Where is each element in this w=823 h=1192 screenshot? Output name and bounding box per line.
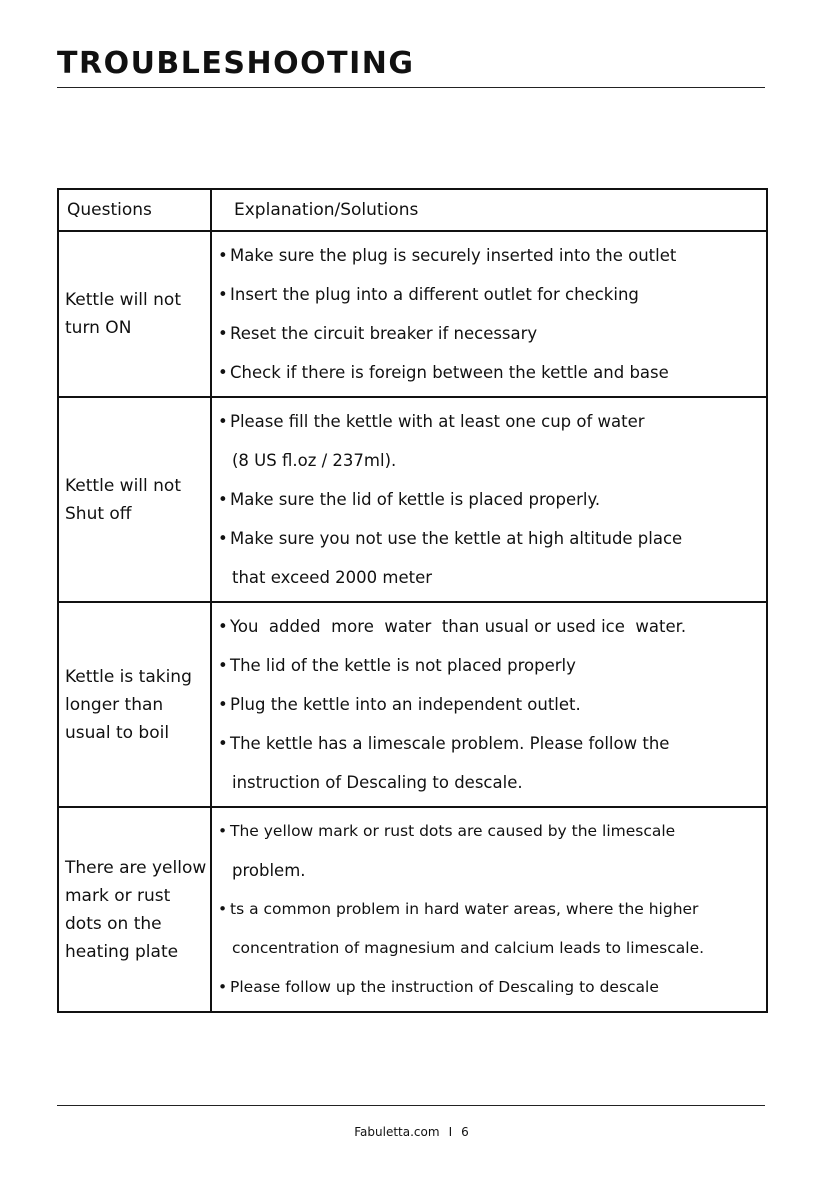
table-header-row [58, 189, 767, 231]
solutions-header: Explanation/Solutions [211, 189, 767, 231]
solution-line-continued: concentration of magnesium and calcium leads to limescale. [232, 939, 705, 957]
footer-separator: I [448, 1125, 453, 1139]
question-cell: Kettle will not turn ON [58, 231, 211, 397]
question-cell: Kettle is taking longer than usual to boil [58, 602, 211, 807]
solution-line: • Make sure you not use the kettle at high altitude place [218, 519, 766, 558]
solution-line: • Check if there is foreign between the kettle and base [218, 353, 766, 392]
bullet-icon: • [218, 324, 228, 343]
table-row [58, 397, 767, 602]
title-divider [57, 87, 765, 88]
page-number: 6 [461, 1125, 469, 1139]
solution-line: • You added more water than usual or used ice water. [218, 607, 766, 646]
table-row [58, 231, 767, 397]
question-cell: There are yellow mark or rust dots on the heating plate [58, 807, 211, 1012]
bullet-icon: • [218, 695, 228, 714]
footer-divider [57, 1105, 765, 1106]
bullet-icon: • [218, 822, 228, 840]
bullet-icon: • [218, 900, 228, 918]
solution-line: • Make sure the plug is securely inserted into the outlet [218, 236, 766, 275]
table-row [58, 807, 767, 1012]
bullet-icon: • [218, 734, 228, 753]
bullet-icon: • [218, 529, 228, 548]
bullet-icon: • [218, 490, 228, 509]
solution-line: • Please follow up the instruction of Descaling to descale [218, 968, 766, 1007]
bullet-icon: • [218, 246, 228, 265]
solution-cell [211, 807, 767, 1012]
solution-cell [211, 231, 767, 397]
bullet-icon: • [218, 412, 228, 431]
page-footer [0, 1125, 823, 1139]
solution-line: • The kettle has a limescale problem. Please follow the [218, 724, 766, 763]
solution-cell [211, 602, 767, 807]
solution-line-continued: that exceed 2000 meter [232, 568, 433, 587]
solution-line: • The lid of the kettle is not placed properly [218, 646, 766, 685]
solution-line: • Make sure the lid of kettle is placed properly. [218, 480, 766, 519]
page-title: TROUBLESHOOTING [57, 46, 415, 81]
solution-cell [211, 397, 767, 602]
bullet-icon: • [218, 978, 228, 996]
solution-line: • Reset the circuit breaker if necessary [218, 314, 766, 353]
solution-line: • The yellow mark or rust dots are caused by the limescale [218, 812, 766, 851]
solution-line: • Insert the plug into a different outlet for checking [218, 275, 766, 314]
bullet-icon: • [218, 363, 228, 382]
solution-line-continued: instruction of Descaling to descale. [232, 773, 523, 792]
solution-line-continued: (8 US fl.oz / 237ml). [232, 451, 397, 470]
solution-line: • Please fill the kettle with at least one cup of water [218, 402, 766, 441]
footer-site: Fabuletta.com [354, 1125, 440, 1139]
troubleshooting-table [57, 188, 768, 1013]
bullet-icon: • [218, 617, 228, 636]
questions-header: Questions [58, 189, 211, 231]
solution-line: • Plug the kettle into an independent outlet. [218, 685, 766, 724]
table-row [58, 602, 767, 807]
solution-line-continued: problem. [232, 861, 306, 880]
bullet-icon: • [218, 656, 228, 675]
solution-line: • ts a common problem in hard water areas, where the higher [218, 890, 766, 929]
question-cell: Kettle will not Shut off [58, 397, 211, 602]
bullet-icon: • [218, 285, 228, 304]
